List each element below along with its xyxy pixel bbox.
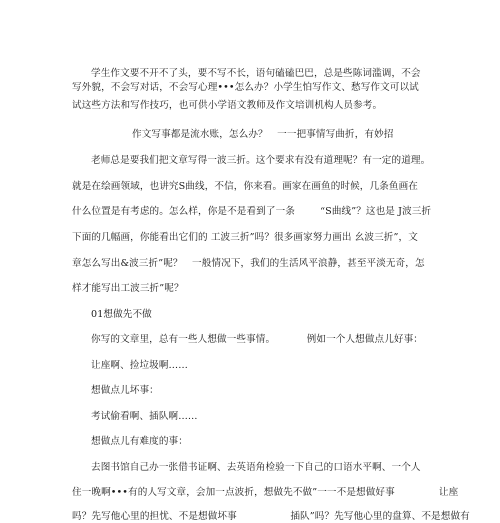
- paragraph-line-14: 想做点儿有难度的事：: [91, 436, 188, 447]
- paragraph-line-16: 住一晚啊•••有的人写文章，会加一点波折，想做先不做”一一不是想做好事 让座: [72, 487, 459, 498]
- paragraph-line-2: 写外貌，不会写对话，不会写心理•••怎么办？小学生怕写作文、愁写作文可以试: [72, 82, 419, 93]
- paragraph-line-1: 学生作文要不开不了头，要不写不长，语句磕磕巴巴，总是些陈词滥调，不会: [91, 68, 421, 79]
- section-heading: 作文写事都是流水账，怎么办？ 一一把事情写曲折，有妙招: [132, 129, 394, 140]
- paragraph-line-5: 就是在绘画领域，也讲究S曲线，不信，你来看。画家在画鱼的时候，几条鱼画在: [72, 181, 418, 192]
- paragraph-line-8: 章怎么写出&波三折”呢？ 一般情况下，我们的生活风平浪静，甚至平淡无奇，怎: [72, 258, 425, 269]
- paragraph-line-11: 让座啊、捡垃圾啊……: [91, 360, 188, 371]
- subheading-01: 01想做先不做: [91, 309, 152, 320]
- paragraph-line-13: 考试偷看啊、插队啊……: [91, 411, 198, 422]
- paragraph-line-9: 样才能写出工波三折”呢？: [72, 283, 184, 294]
- paragraph-line-6: 什么位置是有考虑的。怎么样，你是不是看到了一条 “S曲线”？这也是 J波三折: [72, 206, 432, 217]
- paragraph-line-15: 去图书馆自己办一张借书证啊、去英语角检验一下自己的口语水平啊、一个人: [91, 462, 421, 473]
- paragraph-line-3: 试这些方法和写作技巧，也可供小学语文教师及作文培训机构人员参考。: [72, 100, 383, 111]
- paragraph-line-7: 下面的几幅画，你能看出它们的 工波三折”吗？很多画家努力画出 幺波三折”，文: [72, 232, 418, 243]
- paragraph-line-10: 你写的文章里，总有一些人想做一些事情。 例如一个人想做点儿好事：: [91, 334, 424, 345]
- paragraph-line-4: 老师总是要我们把文章写得一波三折。这个要求有没有道理呢？有一定的道理。: [91, 155, 431, 166]
- paragraph-line-17: 吗？先写他心里的担忧、不是想做坏事 插队”吗？先写他心里的盘算、不是想做有: [72, 511, 470, 522]
- paragraph-line-12: 想做点儿坏事：: [91, 385, 159, 396]
